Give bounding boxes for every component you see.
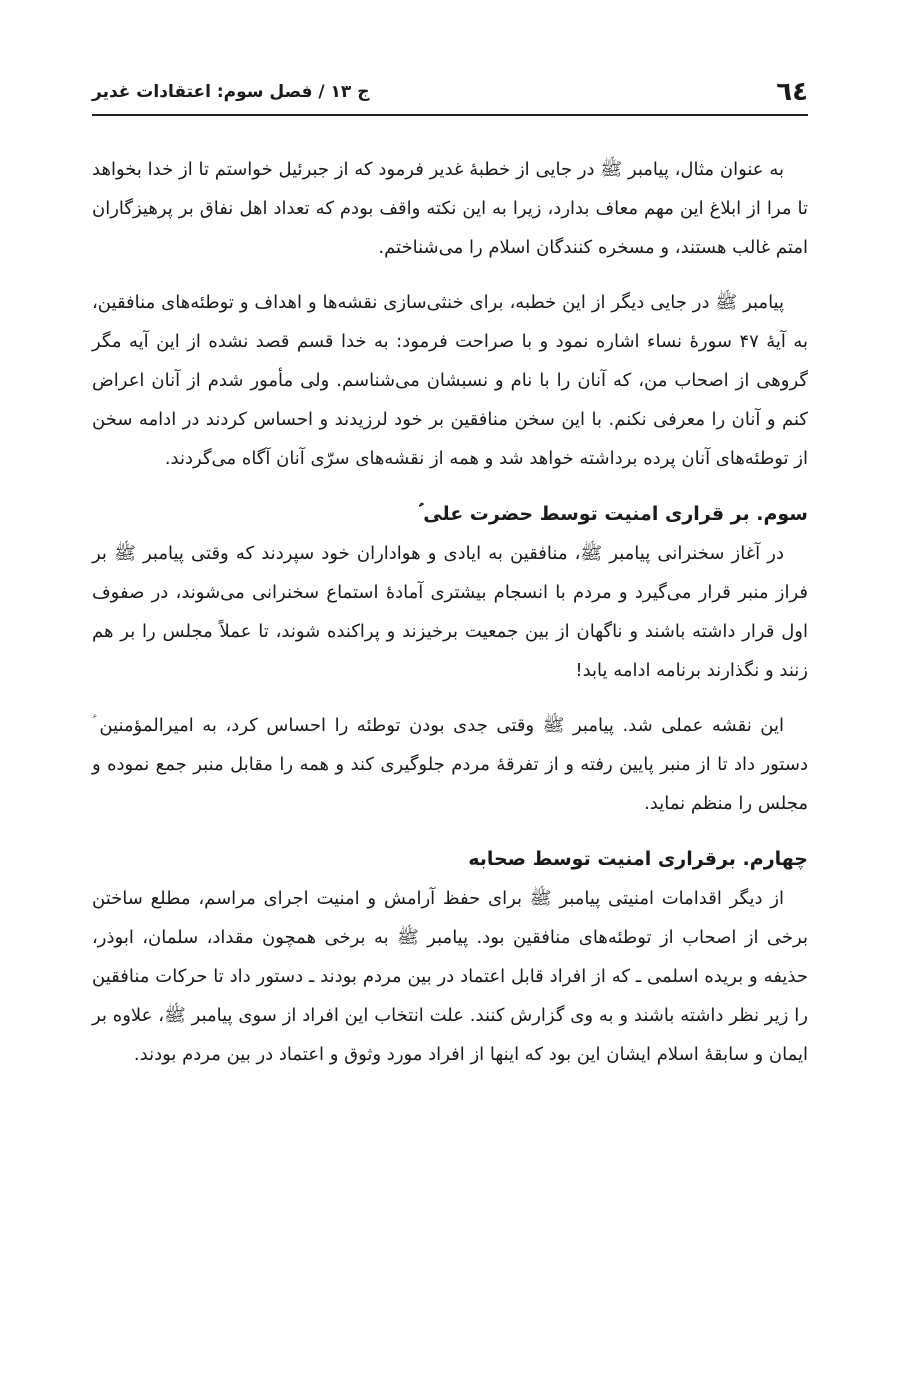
book-page (92, 0, 808, 1390)
paragraph-2: پیامبر ﷺ در جایی دیگر از این خطبه، برای خنثی‌سازی نقشه‌ها و اهداف و توطئه‌های منافقین، به آیهٔ ۴۷ سورهٔ نساء اشاره نمود و با صراحت فرمود: به خدا قسم قصد نشده از این آیه مگر گروهی از اصحاب من، که آنان را با نام و نسبشان می‌شناسم. ولی مأمور شدم از آنان اعراض کنم و آنان را معرفی نکنم. با این سخن منافقین بر خود لرزیدند و احساس کردند در ادامه سخن از توطئه‌های آنان پرده برداشته خواهد شد و همه از نقشه‌های سرّی آنان آگاه می‌گردند. (92, 292, 809, 469)
paragraph-5: از دیگر اقدامات امنیتی پیامبر ﷺ برای حفظ آرامش و امنیت اجرای مراسم، مطلع ساختن برخی از اصحاب از توطئه‌های منافقین بود. پیامبر ﷺ به برخی همچون مقداد، سلمان، ابوذر، حذیفه و بریده اسلمی ـ که از افراد قابل اعتماد در بین مردم بودند ـ دستور داد تا حرکات منافقین را زیر نظر داشته باشند و به وی گزارش کنند. علت انتخاب این افراد از سوی پیامبر ﷺ، علاوه بر ایمان و سابقهٔ اسلام ایشان این بود که اینها از افراد مورد وثوق و اعتماد در بین مردم بودند. (92, 888, 808, 1065)
page-number: ٦٤ (776, 77, 808, 107)
section-heading-fourth: چهارم. برقراری امنیت توسط صحابه (468, 848, 808, 870)
section-heading-third: سوم. بر قراری امنیت توسط حضرت علی ؑ (418, 503, 808, 525)
header-title: ج ١٣ / فصل سوم: اعتقادات غدیر (92, 82, 370, 102)
running-header (92, 70, 808, 116)
paragraph-1: به عنوان مثال، پیامبر ﷺ در جایی از خطبهٔ غدیر فرمود که از جبرئیل خواستم تا از خدا بخواهد تا مرا از ابلاغ این مهم معاف بدارد، زیرا به این نکته واقف بودم که تعداد اهل نفاق بر پرهیزگاران امتم غالب هستند، و مسخره کنندگان اسلام را می‌شناختم. (92, 159, 808, 258)
page-body (92, 150, 808, 1090)
paragraph-4: این نقشه عملی شد. پیامبر ﷺ وقتی جدی بودن توطئه را احساس کرد، به امیرالمؤمنین ؑ دستور داد تا از منبر پایین رفته و از تفرقهٔ مردم جلوگیری کند و همه را مقابل منبر جمع نموده و مجلس را منظم نماید. (92, 715, 808, 814)
paragraph-3: در آغاز سخنرانی پیامبر ﷺ، منافقین به ایادی و هواداران خود سپردند که وقتی پیامبر ﷺ بر فراز منبر قرار می‌گیرد و مردم با انسجام بیشتری آمادهٔ استماع سخنرانی می‌شوند، در صفوف اول قرار داشته باشند و ناگهان از بین جمعیت برخیزند و پراکنده شوند، تا عملاً مجلس را بر هم زنند و نگذارند برنامه ادامه یابد! (92, 543, 808, 681)
